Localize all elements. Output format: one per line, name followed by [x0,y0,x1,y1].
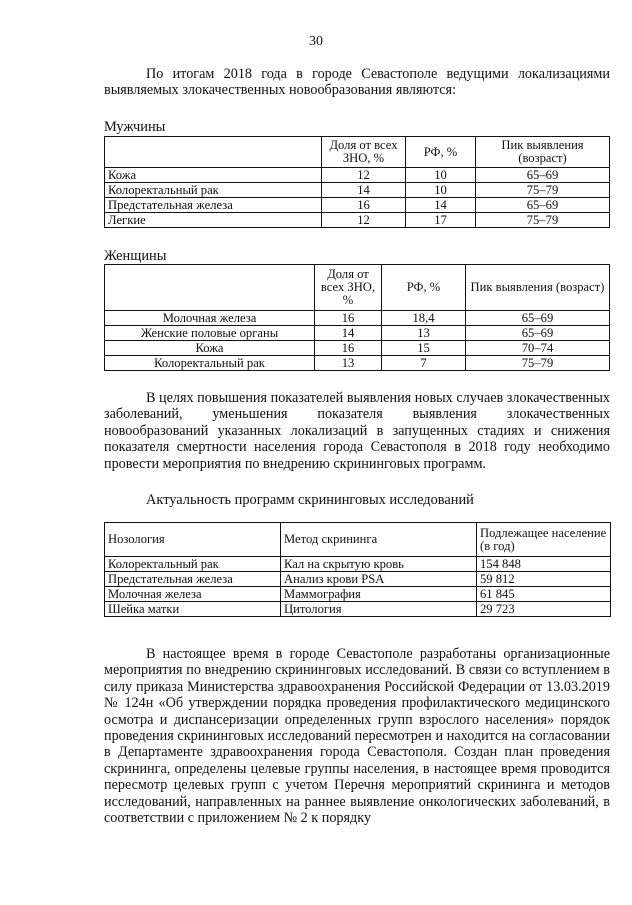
table-cell: 65–69 [476,168,610,183]
table-cell: 65–69 [466,326,610,341]
table-cell: Предстательная железа [105,198,322,213]
table-row [105,198,610,213]
table-cell: Молочная железа [105,311,315,326]
table-cell: 75–79 [466,356,610,371]
table-cell: 14 [322,183,406,198]
table-cell: 61 845 [477,587,611,602]
table-cell: 15 [382,341,466,356]
screening-caption: Актуальность программ скрининговых исследований [146,492,474,508]
header-cell: РФ, % [382,265,466,311]
page-number: 30 [309,34,323,49]
table-cell: Колоректальный рак [105,183,322,198]
header-cell: Подлежащее население (в год) [477,523,611,557]
header-cell: РФ, % [406,137,476,168]
header-cell [105,265,315,311]
table-cell: Женские половые органы [105,326,315,341]
table-row [105,311,610,326]
table-row [105,356,610,371]
table-cell: Шейка матки [105,602,281,617]
intro-paragraph: По итогам 2018 года в городе Севастополе ведущими локализациями выявляемых злокачественных новообразования являются: [104,66,610,99]
women-caption: Женщины [104,248,167,264]
table-cell: Маммография [281,587,477,602]
table-cell: 14 [406,198,476,213]
table-cell: 59 812 [477,572,611,587]
table-cell: 17 [406,213,476,228]
header-cell: Пик выявления (возраст) [466,265,610,311]
men-table [104,136,610,228]
table-cell: 65–69 [476,198,610,213]
table-row [105,213,610,228]
table-row [105,602,611,617]
header-cell [105,137,322,168]
table-cell: Предстательная железа [105,572,281,587]
table-row [105,587,611,602]
header-cell: Метод скрининга [281,523,477,557]
table-cell: 13 [382,326,466,341]
screening-status-paragraph: В настоящее время в городе Севастополе разработаны организационные мероприятия по внедрению скрининговых исследований. В связи со вступлением в силу приказа Министерства здравоохранения Российской Федерации от 13.03.2019 № 124н «Об утверждении порядка проведения профилактического медицинского осмотра и диспансеризации определенных групп взрослого населения» порядок проведения скрининговых исследований пересмотрен и находится на согласовании в Департаменте здравоохранения города Севастополя. Создан план проведения скрининга, определены целевые группы населения, в настоящее время проводится пересмотр целевых групп с учетом Перечня мероприятий скрининга и методов исследований, направленных на раннее выявление онкологических заболеваний, в соответствии с приложением № 2 к порядку [104,646,610,827]
table-cell: Анализ крови PSA [281,572,477,587]
table-row [105,557,611,572]
table-row [105,168,610,183]
screening-table [104,522,611,617]
table-cell: Кал на скрытую кровь [281,557,477,572]
table-row [105,326,610,341]
table-cell: Легкие [105,213,322,228]
header-cell: Доля от всех ЗНО, % [322,137,406,168]
table-row [105,341,610,356]
table-cell: Кожа [105,341,315,356]
table-cell: Цитология [281,602,477,617]
men-caption: Мужчины [104,119,166,135]
table-header-row [105,137,610,168]
table-cell: 7 [382,356,466,371]
header-cell: Пик выявления (возраст) [476,137,610,168]
table-cell: 14 [315,326,382,341]
table-cell: Колоректальный рак [105,356,315,371]
table-cell: 10 [406,183,476,198]
table-cell: Молочная железа [105,587,281,602]
table-cell: 65–69 [466,311,610,326]
table-cell: 12 [322,168,406,183]
table-cell: 70–74 [466,341,610,356]
table-cell: 154 848 [477,557,611,572]
table-cell: 13 [315,356,382,371]
table-cell: 75–79 [476,183,610,198]
women-table [104,264,610,371]
header-cell: Нозология [105,523,281,557]
table-cell: 16 [315,341,382,356]
table-cell: 12 [322,213,406,228]
table-header-row [105,265,610,311]
screening-rationale-paragraph: В целях повышения показателей выявления новых случаев злокачественных заболеваний, уменьшения показателя выявления злокачественных новообразований указанных локализаций в запущенных стадиях и снижения показателя смертности населения города Севастополя в 2018 году необходимо провести мероприятия по внедрению скрининговых программ. [104,390,610,472]
table-cell: Колоректальный рак [105,557,281,572]
table-cell: 10 [406,168,476,183]
table-header-row [105,523,611,557]
table-cell: 75–79 [476,213,610,228]
table-cell: 18,4 [382,311,466,326]
header-cell: Доля от всех ЗНО, % [315,265,382,311]
table-row [105,183,610,198]
table-row [105,572,611,587]
table-cell: 16 [315,311,382,326]
table-cell: Кожа [105,168,322,183]
table-cell: 16 [322,198,406,213]
table-cell: 29 723 [477,602,611,617]
